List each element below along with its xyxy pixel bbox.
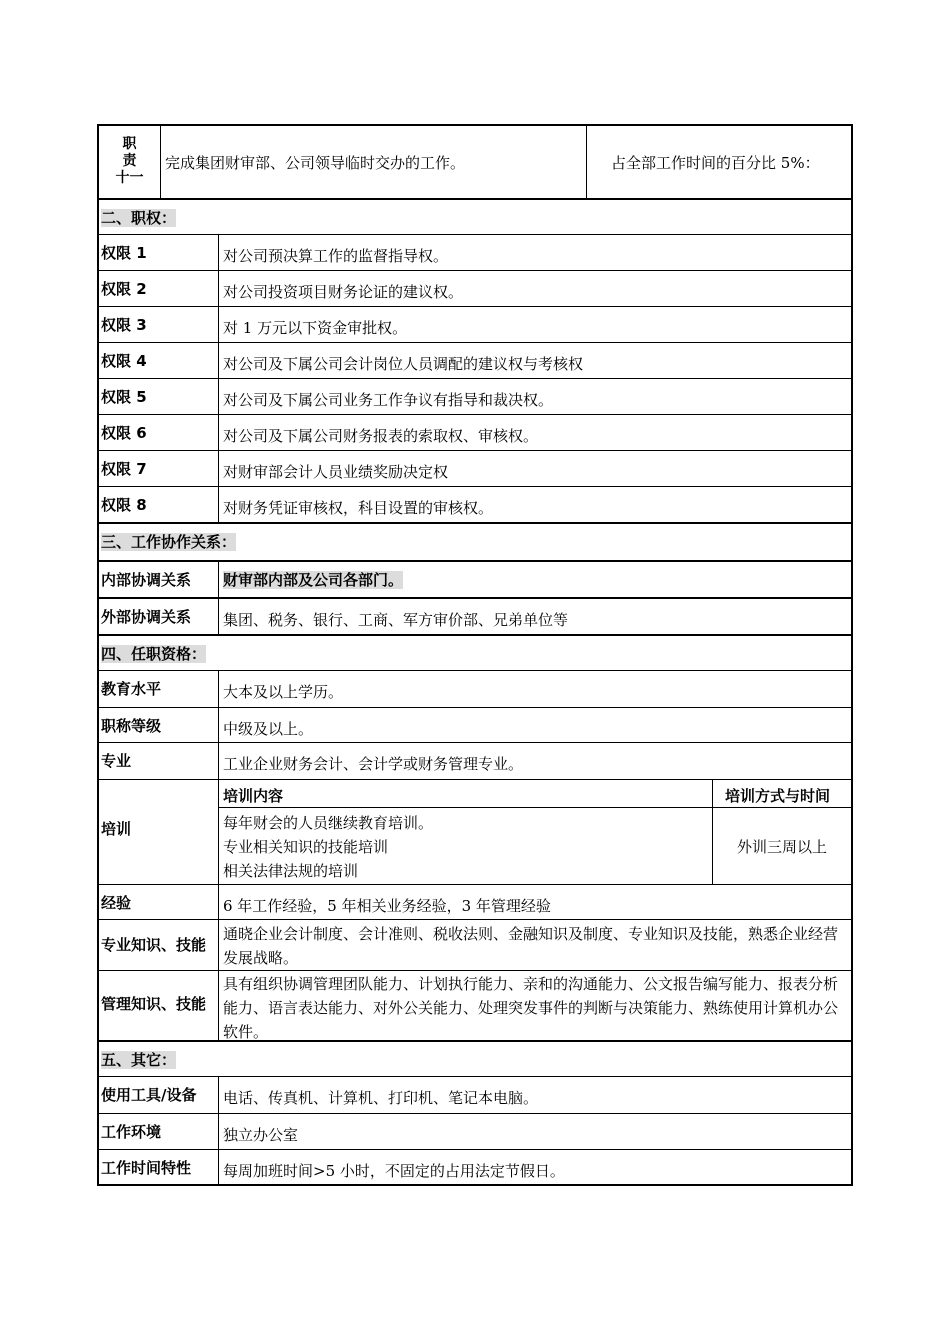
training-content-header: 培训内容 bbox=[219, 780, 713, 807]
duty-11-percent: 占全部工作时间的百分比 5%： bbox=[611, 154, 820, 172]
authority-row bbox=[99, 234, 851, 270]
authority-value: 对公司投资项目财务论证的建议权。 bbox=[223, 283, 464, 301]
pro-skill-value: 通晓企业会计制度、会计准则、税收法则、金融知识及制度、专业知识及技能，熟悉企业经营发展战略。 bbox=[223, 925, 839, 967]
authority-label: 权限 6 bbox=[99, 415, 219, 450]
duty-11-content: 完成集团财审部、公司领导临时交办的工作。 bbox=[161, 126, 587, 198]
experience-value: 6 年工作经验，5 年相关业务经验，3 年管理经验 bbox=[223, 897, 551, 915]
education-row bbox=[99, 670, 851, 707]
training-row bbox=[99, 779, 851, 884]
environment-row bbox=[99, 1113, 851, 1149]
training-method-header: 培训方式与时间 bbox=[725, 787, 831, 805]
training-content-list bbox=[219, 808, 713, 884]
authority-row bbox=[99, 486, 851, 522]
tools-row bbox=[99, 1076, 851, 1113]
major-value: 工业企业财务会计、会计学或财务管理专业。 bbox=[223, 755, 524, 773]
external-coordination-block bbox=[97, 597, 853, 634]
authority-label: 权限 2 bbox=[99, 271, 219, 306]
tools-label: 使用工具/设备 bbox=[99, 1077, 219, 1113]
external-coordination-row bbox=[99, 599, 851, 634]
environment-label: 工作环境 bbox=[99, 1114, 219, 1149]
authority-section-title: 二、职权： bbox=[101, 209, 177, 227]
experience-label: 经验 bbox=[99, 885, 219, 919]
cooperation-section-title: 三、工作协作关系： bbox=[101, 533, 237, 551]
mgmt-skill-row bbox=[99, 970, 851, 1040]
authority-row bbox=[99, 270, 851, 306]
external-coordination-value: 集团、税务、银行、工商、军方审价部、兄弟单位等 bbox=[223, 611, 569, 629]
authority-value: 对公司及下属公司财务报表的索取权、审核权。 bbox=[223, 427, 539, 445]
duty-11-block bbox=[97, 124, 853, 198]
job-description-table bbox=[97, 124, 853, 1186]
internal-coordination-value: 财审部内部及公司各部门。 bbox=[223, 571, 404, 589]
environment-value: 独立办公室 bbox=[223, 1126, 299, 1144]
major-row bbox=[99, 742, 851, 779]
other-block bbox=[97, 1040, 853, 1186]
authority-label: 权限 5 bbox=[99, 379, 219, 414]
work-time-value: 每周加班时间>5 小时，不固定的占用法定节假日。 bbox=[223, 1162, 565, 1180]
education-label: 教育水平 bbox=[99, 671, 219, 707]
training-header-row bbox=[219, 780, 851, 808]
authority-value: 对 1 万元以下资金审批权。 bbox=[223, 319, 408, 337]
training-label: 培训 bbox=[99, 780, 219, 884]
internal-coordination-row bbox=[99, 562, 851, 597]
authority-row bbox=[99, 342, 851, 378]
other-section-title: 五、其它： bbox=[101, 1051, 177, 1069]
internal-coordination-block bbox=[97, 560, 853, 597]
education-value: 大本及以上学历。 bbox=[223, 683, 344, 701]
work-time-row bbox=[99, 1149, 851, 1184]
authority-label: 权限 8 bbox=[99, 487, 219, 522]
cooperation-block bbox=[97, 522, 853, 560]
external-coordination-label: 外部协调关系 bbox=[99, 599, 219, 634]
authority-label: 权限 3 bbox=[99, 307, 219, 342]
internal-coordination-label: 内部协调关系 bbox=[99, 562, 219, 597]
training-method-value: 外训三周以上 bbox=[736, 838, 827, 856]
mgmt-skill-value: 具有组织协调管理团队能力、计划执行能力、亲和的沟通能力、公文报告编写能力、报表分析能力、语言表达能力、对外公关能力、处理突发事件的判断与决策能力、熟练使用计算机办公软件。 bbox=[223, 975, 839, 1041]
title-level-label: 职称等级 bbox=[99, 708, 219, 742]
title-level-row bbox=[99, 707, 851, 742]
authority-row bbox=[99, 414, 851, 450]
authority-label: 权限 7 bbox=[99, 451, 219, 486]
mgmt-skill-label: 管理知识、技能 bbox=[99, 971, 219, 1040]
authority-row bbox=[99, 378, 851, 414]
experience-row bbox=[99, 884, 851, 919]
work-time-label: 工作时间特性 bbox=[99, 1150, 219, 1184]
authority-label: 权限 1 bbox=[99, 235, 219, 270]
duty-11-label: 职 责 十一 bbox=[99, 126, 161, 198]
authority-value: 对公司及下属公司业务工作争议有指导和裁决权。 bbox=[223, 391, 554, 409]
training-item: 专业相关知识的技能培训 bbox=[223, 838, 389, 856]
authority-value: 对财务凭证审核权，科目设置的审核权。 bbox=[223, 499, 494, 517]
pro-skill-row bbox=[99, 919, 851, 970]
title-level-value: 中级及以上。 bbox=[223, 720, 314, 738]
tools-value: 电话、传真机、计算机、打印机、笔记本电脑。 bbox=[223, 1089, 539, 1107]
authority-value: 对公司及下属公司会计岗位人员调配的建议权与考核权 bbox=[223, 355, 584, 373]
authority-value: 对财审部会计人员业绩奖励决定权 bbox=[223, 463, 449, 481]
authority-row bbox=[99, 450, 851, 486]
authority-label: 权限 4 bbox=[99, 343, 219, 378]
training-item: 相关法律法规的培训 bbox=[223, 862, 359, 880]
qualification-block bbox=[97, 634, 853, 1040]
qualification-section-title: 四、任职资格： bbox=[101, 645, 207, 663]
authority-block bbox=[97, 198, 853, 522]
authority-row bbox=[99, 306, 851, 342]
authority-value: 对公司预决算工作的监督指导权。 bbox=[223, 247, 449, 265]
major-label: 专业 bbox=[99, 743, 219, 779]
training-item: 每年财会的人员继续教育培训。 bbox=[223, 814, 434, 832]
pro-skill-label: 专业知识、技能 bbox=[99, 920, 219, 970]
